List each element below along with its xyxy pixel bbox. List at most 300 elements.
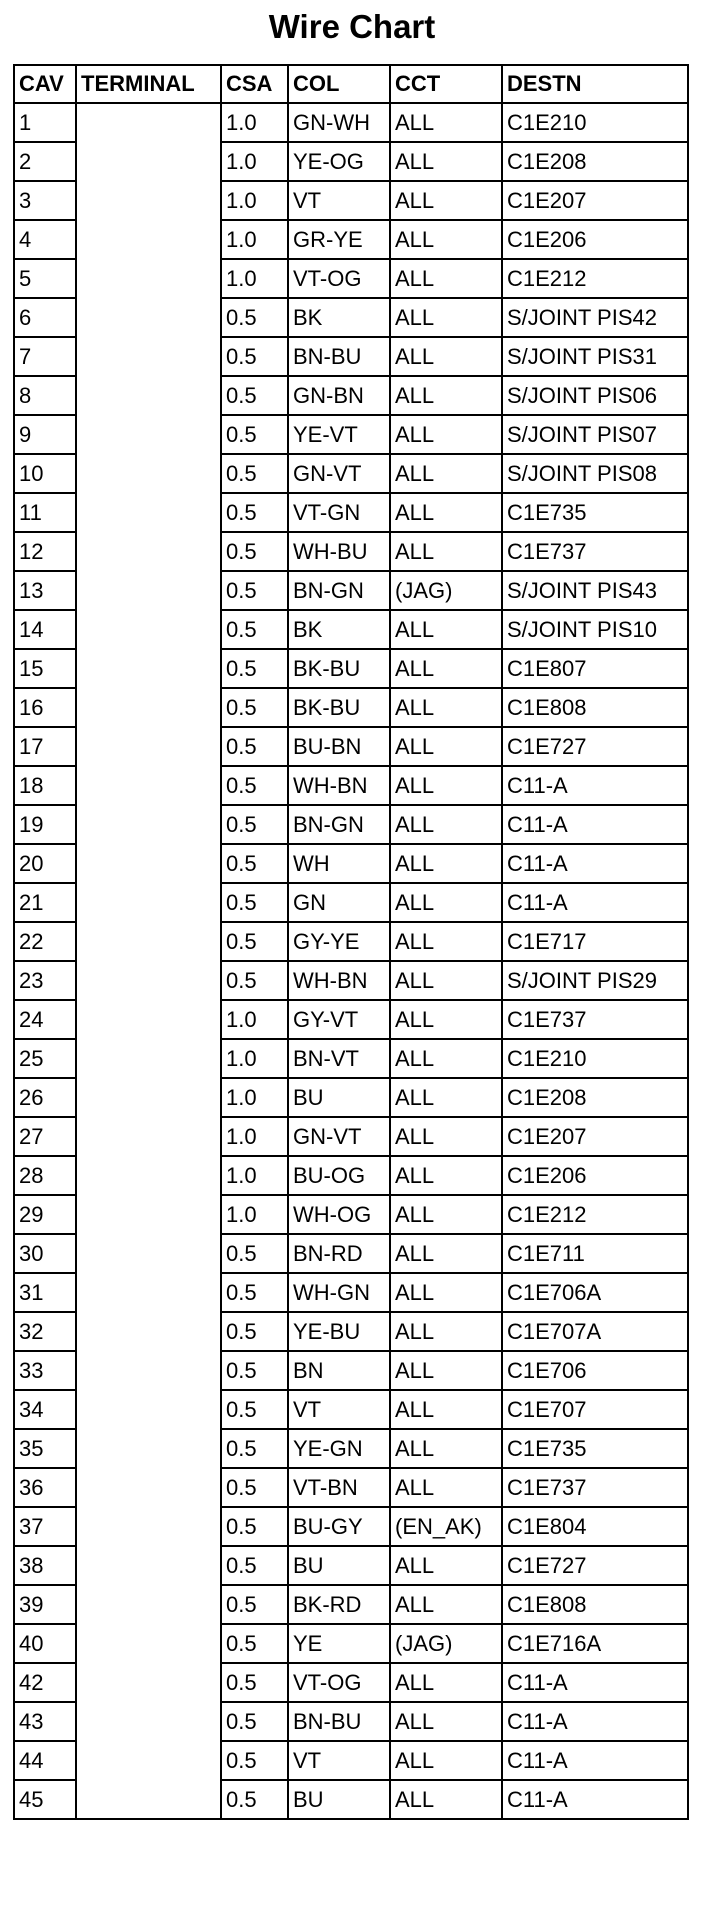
cell-destn: C1E210: [502, 103, 688, 142]
cell-cct: ALL: [390, 1000, 502, 1039]
cell-destn: C11-A: [502, 844, 688, 883]
cell-csa: 0.5: [221, 337, 288, 376]
cell-csa: 1.0: [221, 1117, 288, 1156]
cell-cav: 40: [14, 1624, 76, 1663]
table-row: [14, 1039, 688, 1078]
cell-col: YE-VT: [288, 415, 390, 454]
cell-col: BN-GN: [288, 571, 390, 610]
cell-cav: 45: [14, 1780, 76, 1819]
cell-cav: 15: [14, 649, 76, 688]
table-row: [14, 532, 688, 571]
cell-cav: 43: [14, 1702, 76, 1741]
cell-col: WH-BN: [288, 961, 390, 1000]
cell-cct: ALL: [390, 298, 502, 337]
table-row: [14, 1000, 688, 1039]
cell-cav: 14: [14, 610, 76, 649]
cell-cav: 35: [14, 1429, 76, 1468]
cell-cct: ALL: [390, 883, 502, 922]
cell-csa: 0.5: [221, 649, 288, 688]
cell-cav: 32: [14, 1312, 76, 1351]
cell-col: GN-BN: [288, 376, 390, 415]
cell-destn: C1E737: [502, 1468, 688, 1507]
cell-cct: ALL: [390, 1273, 502, 1312]
cell-cct: ALL: [390, 181, 502, 220]
cell-terminal: [76, 805, 221, 844]
cell-terminal: [76, 961, 221, 1000]
table-row: [14, 1078, 688, 1117]
cell-cav: 33: [14, 1351, 76, 1390]
cell-cav: 38: [14, 1546, 76, 1585]
cell-col: WH-OG: [288, 1195, 390, 1234]
cell-terminal: [76, 1702, 221, 1741]
cell-col: GR-YE: [288, 220, 390, 259]
cell-terminal: [76, 649, 221, 688]
table-row: [14, 883, 688, 922]
cell-terminal: [76, 415, 221, 454]
table-row: [14, 181, 688, 220]
cell-cav: 12: [14, 532, 76, 571]
table-row: [14, 922, 688, 961]
cell-cct: ALL: [390, 376, 502, 415]
cell-cct: ALL: [390, 1390, 502, 1429]
cell-col: BN-BU: [288, 337, 390, 376]
cell-terminal: [76, 1156, 221, 1195]
cell-cct: ALL: [390, 1780, 502, 1819]
cell-cct: ALL: [390, 415, 502, 454]
cell-col: GN-VT: [288, 1117, 390, 1156]
cell-cct: ALL: [390, 1078, 502, 1117]
cell-csa: 0.5: [221, 376, 288, 415]
cell-csa: 0.5: [221, 1351, 288, 1390]
table-row: [14, 1429, 688, 1468]
cell-terminal: [76, 337, 221, 376]
cell-cct: ALL: [390, 1741, 502, 1780]
cell-col: VT: [288, 1390, 390, 1429]
cell-destn: C1E711: [502, 1234, 688, 1273]
cell-cav: 18: [14, 766, 76, 805]
cell-csa: 0.5: [221, 922, 288, 961]
cell-terminal: [76, 922, 221, 961]
cell-col: WH-BU: [288, 532, 390, 571]
cell-destn: C11-A: [502, 1702, 688, 1741]
cell-csa: 1.0: [221, 220, 288, 259]
cell-cav: 27: [14, 1117, 76, 1156]
cell-cct: ALL: [390, 844, 502, 883]
cell-cav: 31: [14, 1273, 76, 1312]
table-row: [14, 1780, 688, 1819]
cell-col: VT-OG: [288, 259, 390, 298]
cell-col: WH-BN: [288, 766, 390, 805]
cell-cav: 28: [14, 1156, 76, 1195]
cell-cav: 30: [14, 1234, 76, 1273]
table-row: [14, 1351, 688, 1390]
table-row: [14, 220, 688, 259]
table-row: [14, 493, 688, 532]
cell-cct: ALL: [390, 727, 502, 766]
cell-cct: ALL: [390, 961, 502, 1000]
cell-terminal: [76, 1117, 221, 1156]
cell-cav: 10: [14, 454, 76, 493]
table-row: [14, 1702, 688, 1741]
cell-destn: C1E804: [502, 1507, 688, 1546]
cell-terminal: [76, 376, 221, 415]
cell-destn: S/JOINT PIS43: [502, 571, 688, 610]
cell-csa: 1.0: [221, 1156, 288, 1195]
cell-col: BK-RD: [288, 1585, 390, 1624]
cell-terminal: [76, 493, 221, 532]
cell-terminal: [76, 298, 221, 337]
cell-cav: 19: [14, 805, 76, 844]
cell-destn: C1E737: [502, 1000, 688, 1039]
cell-col: VT: [288, 181, 390, 220]
header-row: [14, 65, 688, 103]
cell-cct: (JAG): [390, 571, 502, 610]
cell-terminal: [76, 1273, 221, 1312]
cell-terminal: [76, 259, 221, 298]
cell-destn: C1E737: [502, 532, 688, 571]
cell-csa: 0.5: [221, 1234, 288, 1273]
cell-cct: ALL: [390, 1156, 502, 1195]
cell-cct: ALL: [390, 805, 502, 844]
cell-col: BU: [288, 1546, 390, 1585]
table-row: [14, 1507, 688, 1546]
cell-cct: ALL: [390, 1468, 502, 1507]
table-row: [14, 1234, 688, 1273]
cell-csa: 1.0: [221, 142, 288, 181]
cell-destn: C1E706A: [502, 1273, 688, 1312]
cell-csa: 0.5: [221, 688, 288, 727]
cell-csa: 0.5: [221, 727, 288, 766]
table-row: [14, 844, 688, 883]
cell-terminal: [76, 610, 221, 649]
table-row: [14, 1117, 688, 1156]
table-row: [14, 454, 688, 493]
cell-col: BU: [288, 1780, 390, 1819]
cell-cav: 8: [14, 376, 76, 415]
table-row: [14, 766, 688, 805]
cell-col: BU: [288, 1078, 390, 1117]
table-row: [14, 1546, 688, 1585]
cell-cct: ALL: [390, 1312, 502, 1351]
cell-destn: C1E727: [502, 1546, 688, 1585]
table-row: [14, 1273, 688, 1312]
cell-terminal: [76, 766, 221, 805]
table-row: [14, 1741, 688, 1780]
table-row: [14, 337, 688, 376]
cell-destn: C1E208: [502, 1078, 688, 1117]
cell-cav: 9: [14, 415, 76, 454]
cell-terminal: [76, 1468, 221, 1507]
cell-destn: C1E735: [502, 1429, 688, 1468]
cell-csa: 0.5: [221, 610, 288, 649]
cell-cct: ALL: [390, 1039, 502, 1078]
cell-terminal: [76, 1039, 221, 1078]
cell-col: YE-OG: [288, 142, 390, 181]
cell-terminal: [76, 142, 221, 181]
cell-col: YE-GN: [288, 1429, 390, 1468]
table-row: [14, 571, 688, 610]
cell-col: BN-RD: [288, 1234, 390, 1273]
cell-terminal: [76, 1000, 221, 1039]
cell-col: GN: [288, 883, 390, 922]
cell-destn: S/JOINT PIS42: [502, 298, 688, 337]
cell-cav: 5: [14, 259, 76, 298]
table-row: [14, 298, 688, 337]
cell-csa: 0.5: [221, 1741, 288, 1780]
table-row: [14, 1624, 688, 1663]
table-row: [14, 103, 688, 142]
cell-terminal: [76, 688, 221, 727]
cell-destn: C11-A: [502, 805, 688, 844]
cell-col: BK: [288, 298, 390, 337]
cell-cav: 6: [14, 298, 76, 337]
cell-cct: ALL: [390, 220, 502, 259]
cell-destn: C1E210: [502, 1039, 688, 1078]
cell-destn: C1E207: [502, 1117, 688, 1156]
cell-csa: 1.0: [221, 1078, 288, 1117]
cell-col: BK-BU: [288, 688, 390, 727]
cell-cct: ALL: [390, 532, 502, 571]
cell-csa: 0.5: [221, 1546, 288, 1585]
cell-col: VT-GN: [288, 493, 390, 532]
cell-destn: C1E212: [502, 1195, 688, 1234]
cell-col: BN-GN: [288, 805, 390, 844]
cell-cav: 23: [14, 961, 76, 1000]
cell-cav: 1: [14, 103, 76, 142]
cell-csa: 0.5: [221, 766, 288, 805]
cell-cct: ALL: [390, 1702, 502, 1741]
cell-cct: ALL: [390, 142, 502, 181]
cell-col: GY-VT: [288, 1000, 390, 1039]
cell-col: GY-YE: [288, 922, 390, 961]
cell-destn: C1E206: [502, 1156, 688, 1195]
cell-csa: 0.5: [221, 1702, 288, 1741]
cell-csa: 0.5: [221, 1390, 288, 1429]
cell-cct: ALL: [390, 1234, 502, 1273]
cell-csa: 0.5: [221, 1429, 288, 1468]
cell-cct: ALL: [390, 1546, 502, 1585]
cell-cav: 3: [14, 181, 76, 220]
cell-terminal: [76, 1429, 221, 1468]
cell-cct: ALL: [390, 454, 502, 493]
cell-terminal: [76, 1078, 221, 1117]
cell-csa: 0.5: [221, 415, 288, 454]
cell-cav: 42: [14, 1663, 76, 1702]
table-row: [14, 1156, 688, 1195]
cell-terminal: [76, 571, 221, 610]
cell-cav: 21: [14, 883, 76, 922]
cell-cct: ALL: [390, 766, 502, 805]
cell-cct: (JAG): [390, 1624, 502, 1663]
cell-col: VT: [288, 1741, 390, 1780]
cell-csa: 0.5: [221, 1273, 288, 1312]
cell-cct: ALL: [390, 688, 502, 727]
cell-cav: 22: [14, 922, 76, 961]
cell-csa: 1.0: [221, 1039, 288, 1078]
cell-destn: C1E206: [502, 220, 688, 259]
cell-col: WH-GN: [288, 1273, 390, 1312]
cell-cav: 37: [14, 1507, 76, 1546]
cell-destn: S/JOINT PIS08: [502, 454, 688, 493]
cell-terminal: [76, 1780, 221, 1819]
header-cav: CAV: [14, 65, 76, 103]
cell-terminal: [76, 1351, 221, 1390]
cell-terminal: [76, 181, 221, 220]
table-row: [14, 1390, 688, 1429]
cell-csa: 0.5: [221, 883, 288, 922]
cell-col: BN-VT: [288, 1039, 390, 1078]
header-col: COL: [288, 65, 390, 103]
cell-cct: ALL: [390, 649, 502, 688]
table-row: [14, 649, 688, 688]
cell-cav: 26: [14, 1078, 76, 1117]
cell-cct: (EN_AK): [390, 1507, 502, 1546]
cell-cav: 11: [14, 493, 76, 532]
cell-csa: 0.5: [221, 1663, 288, 1702]
cell-col: BU-BN: [288, 727, 390, 766]
cell-destn: C1E807: [502, 649, 688, 688]
cell-col: BU-OG: [288, 1156, 390, 1195]
cell-cav: 16: [14, 688, 76, 727]
table-row: [14, 727, 688, 766]
header-terminal: TERMINAL: [76, 65, 221, 103]
cell-destn: C11-A: [502, 766, 688, 805]
cell-cav: 34: [14, 1390, 76, 1429]
cell-cav: 24: [14, 1000, 76, 1039]
cell-col: BK-BU: [288, 649, 390, 688]
cell-cct: ALL: [390, 103, 502, 142]
cell-col: YE: [288, 1624, 390, 1663]
wire-chart-body: [14, 103, 688, 1819]
cell-col: BN: [288, 1351, 390, 1390]
cell-csa: 1.0: [221, 181, 288, 220]
cell-csa: 0.5: [221, 532, 288, 571]
cell-terminal: [76, 883, 221, 922]
cell-destn: S/JOINT PIS07: [502, 415, 688, 454]
cell-cav: 2: [14, 142, 76, 181]
cell-csa: 0.5: [221, 454, 288, 493]
cell-cct: ALL: [390, 1195, 502, 1234]
cell-destn: S/JOINT PIS10: [502, 610, 688, 649]
cell-destn: C1E735: [502, 493, 688, 532]
cell-cav: 36: [14, 1468, 76, 1507]
cell-cav: 20: [14, 844, 76, 883]
cell-csa: 0.5: [221, 298, 288, 337]
cell-destn: C11-A: [502, 1663, 688, 1702]
cell-col: GN-VT: [288, 454, 390, 493]
table-row: [14, 376, 688, 415]
cell-destn: C1E717: [502, 922, 688, 961]
cell-csa: 0.5: [221, 1780, 288, 1819]
cell-destn: C1E716A: [502, 1624, 688, 1663]
cell-col: BN-BU: [288, 1702, 390, 1741]
cell-col: BU-GY: [288, 1507, 390, 1546]
cell-terminal: [76, 1234, 221, 1273]
cell-col: BK: [288, 610, 390, 649]
cell-destn: C1E208: [502, 142, 688, 181]
cell-csa: 1.0: [221, 103, 288, 142]
cell-terminal: [76, 1195, 221, 1234]
cell-cct: ALL: [390, 337, 502, 376]
cell-col: VT-BN: [288, 1468, 390, 1507]
cell-csa: 1.0: [221, 1195, 288, 1234]
table-row: [14, 1195, 688, 1234]
cell-csa: 0.5: [221, 805, 288, 844]
cell-csa: 1.0: [221, 259, 288, 298]
page-title: Wire Chart: [268, 8, 436, 45]
cell-terminal: [76, 454, 221, 493]
cell-cct: ALL: [390, 259, 502, 298]
cell-terminal: [76, 220, 221, 259]
cell-csa: 0.5: [221, 493, 288, 532]
cell-cav: 29: [14, 1195, 76, 1234]
cell-destn: S/JOINT PIS06: [502, 376, 688, 415]
cell-terminal: [76, 1507, 221, 1546]
cell-terminal: [76, 532, 221, 571]
table-row: [14, 961, 688, 1000]
table-row: [14, 1312, 688, 1351]
cell-destn: C11-A: [502, 1741, 688, 1780]
cell-cav: 25: [14, 1039, 76, 1078]
cell-csa: 0.5: [221, 1585, 288, 1624]
cell-destn: C11-A: [502, 1780, 688, 1819]
header-csa: CSA: [221, 65, 288, 103]
cell-csa: 1.0: [221, 1000, 288, 1039]
cell-cct: ALL: [390, 1585, 502, 1624]
cell-cct: ALL: [390, 1351, 502, 1390]
cell-destn: C1E707A: [502, 1312, 688, 1351]
cell-terminal: [76, 1624, 221, 1663]
cell-cct: ALL: [390, 1663, 502, 1702]
cell-cct: ALL: [390, 922, 502, 961]
cell-cav: 44: [14, 1741, 76, 1780]
cell-csa: 0.5: [221, 961, 288, 1000]
header-destn: DESTN: [502, 65, 688, 103]
cell-terminal: [76, 1741, 221, 1780]
cell-cav: 4: [14, 220, 76, 259]
cell-terminal: [76, 103, 221, 142]
cell-destn: C11-A: [502, 883, 688, 922]
table-row: [14, 1468, 688, 1507]
table-row: [14, 1585, 688, 1624]
cell-col: WH: [288, 844, 390, 883]
cell-cct: ALL: [390, 1429, 502, 1468]
table-row: [14, 142, 688, 181]
cell-terminal: [76, 1390, 221, 1429]
cell-destn: C1E808: [502, 1585, 688, 1624]
table-row: [14, 1663, 688, 1702]
cell-terminal: [76, 727, 221, 766]
cell-csa: 0.5: [221, 844, 288, 883]
cell-destn: C1E207: [502, 181, 688, 220]
table-row: [14, 688, 688, 727]
cell-col: GN-WH: [288, 103, 390, 142]
cell-csa: 0.5: [221, 1312, 288, 1351]
cell-terminal: [76, 1312, 221, 1351]
table-row: [14, 805, 688, 844]
cell-destn: C1E707: [502, 1390, 688, 1429]
cell-destn: S/JOINT PIS31: [502, 337, 688, 376]
cell-cct: ALL: [390, 493, 502, 532]
cell-csa: 0.5: [221, 571, 288, 610]
cell-terminal: [76, 1663, 221, 1702]
header-cct: CCT: [390, 65, 502, 103]
cell-col: YE-BU: [288, 1312, 390, 1351]
cell-cct: ALL: [390, 1117, 502, 1156]
cell-csa: 0.5: [221, 1468, 288, 1507]
wire-chart-table: [13, 64, 689, 1820]
cell-cav: 17: [14, 727, 76, 766]
